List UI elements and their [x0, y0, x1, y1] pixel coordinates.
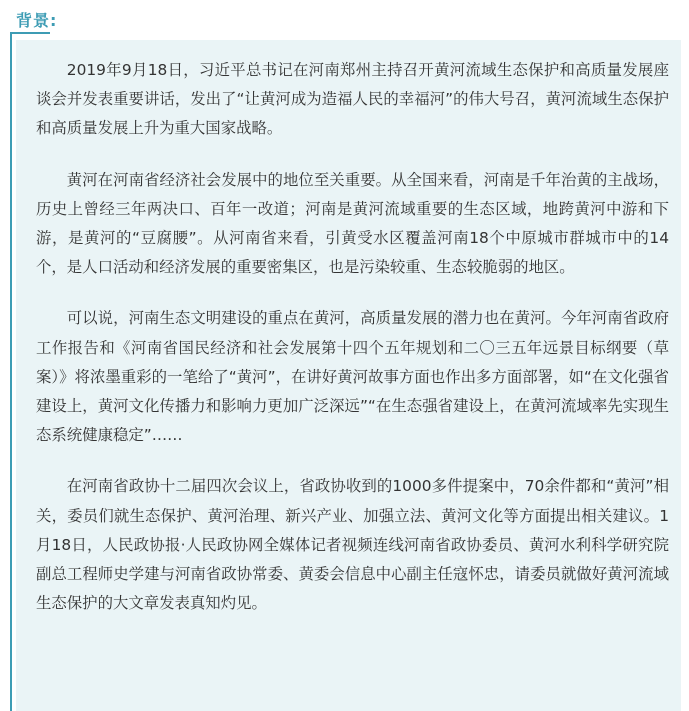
background-content-box: [16, 40, 681, 711]
accent-side-bar: [10, 32, 12, 711]
paragraph-3: 可以说，河南生态文明建设的重点在黄河，高质量发展的潜力也在黄河。今年河南省政府工作报告和《河南省国民经济和社会发展第十四个五年规划和二〇三五年远景目标纲要（草案）》将浓墨重彩的一笔给了“黄河”，在讲好黄河故事方面也作出多方面部署，如“在文化强省建设上，黄河文化传播力和影响力更加广泛深远”“在生态强省建设上，在黄河流域率先实现生态系统健康稳定”……: [36, 309, 669, 445]
section-title: 背景:: [16, 11, 58, 30]
section-header: [0, 0, 689, 34]
paragraph-1: 2019年9月18日，习近平总书记在河南郑州主持召开黄河流域生态保护和高质量发展座谈会并发表重要讲话，发出了“让黄河成为造福人民的幸福河”的伟大号召，黄河流域生态保护和高质量发展上升为重大国家战略。: [36, 61, 669, 138]
paragraph-4: 在河南省政协十二届四次会议上，省政协收到的1000多件提案中，70余件都和“黄河”相关，委员们就生态保护、黄河治理、新兴产业、加强立法、黄河文化等方面提出相关建议。1月18日，人民政协报·人民政协网全媒体记者视频连线河南省政协委员、黄河水利科学研究院副总工程师史学建与河南省政协常委、黄委会信息中心副主任寇怀忠，请委员就做好黄河流域生态保护的大文章发表真知灼见。: [36, 477, 669, 613]
paragraph-2: 黄河在河南省经济社会发展中的地位至关重要。从全国来看，河南是千年治黄的主战场，历史上曾经三年两决口、百年一改道；河南是黄河流域重要的生态区域，地跨黄河中游和下游，是黄河的“豆腐腰”。从河南省来看，引黄受水区覆盖河南18个中原城市群城市中的14个，是人口活动和经济发展的重要密集区，也是污染较重、生态较脆弱的地区。: [36, 170, 669, 277]
title-underline: [10, 32, 50, 34]
